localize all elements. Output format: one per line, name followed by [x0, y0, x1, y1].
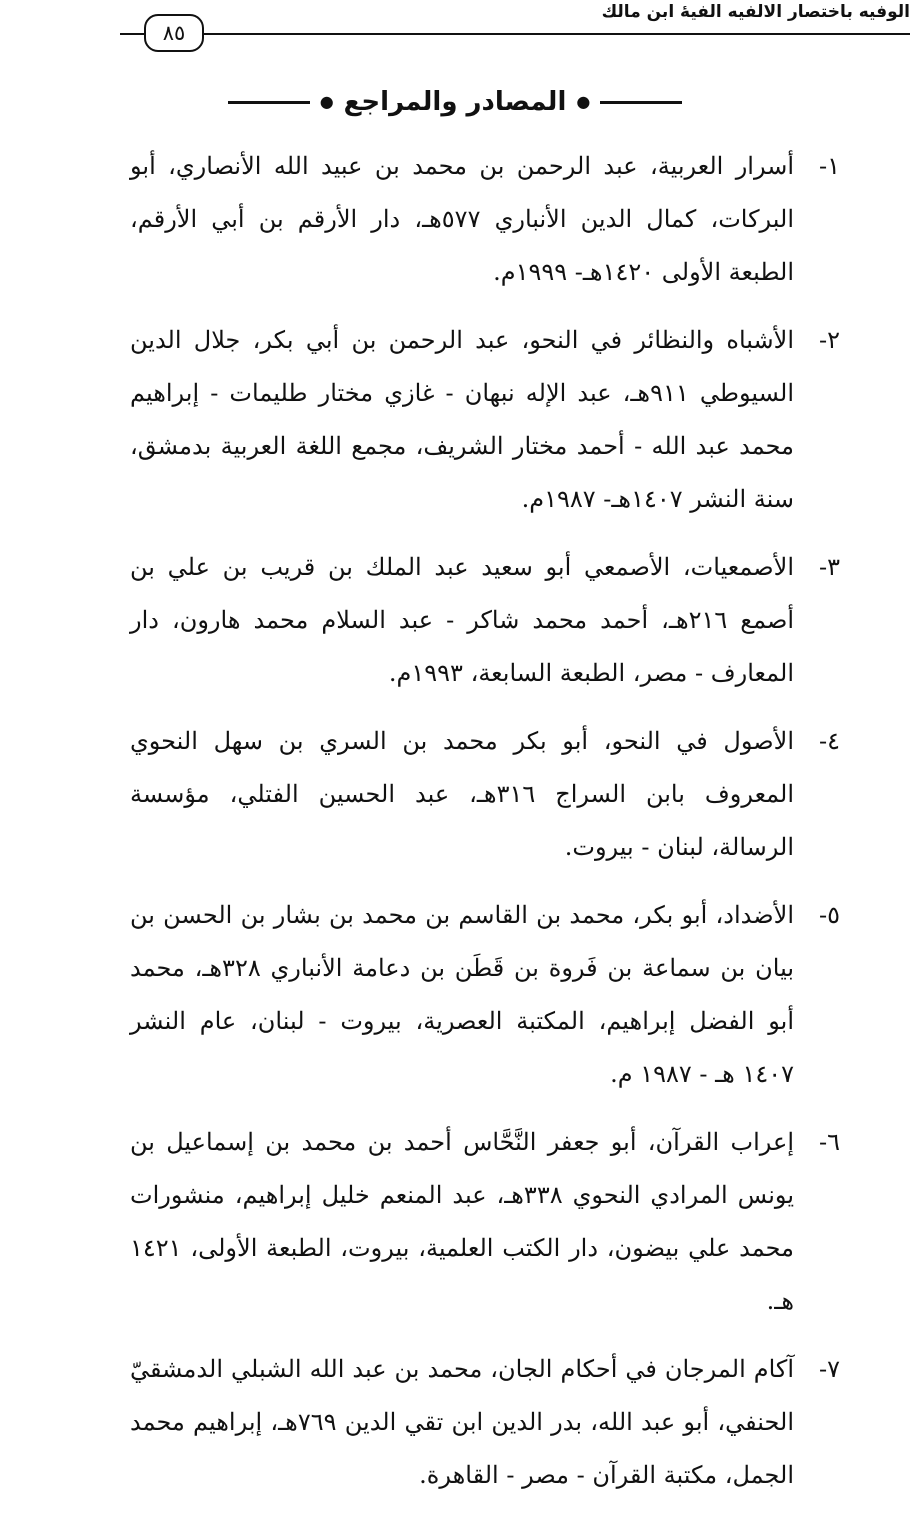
reference-text: أسرار العربية، عبد الرحمن بن محمد بن عبيد الله الأنصاري، أبو البركات، كمال الدين الأنباري ٥٧٧هـ، دار الأرقم بن أبي الأرقم، الطبعة الأولى ١٤٢٠هـ- ١٩٩٩م. — [130, 152, 794, 286]
reference-item — [130, 541, 840, 700]
header-rule-stub — [120, 33, 146, 35]
section-title: المصادر والمراجع — [343, 87, 567, 117]
reference-text: إعراب القرآن، أبو جعفر النَّحَّاس أحمد بن محمد بن إسماعيل بن يونس المرادي النحوي ٣٣٨هـ، عبد المنعم خليل إبراهيم، منشورات محمد علي بيضون، دار الكتب العلمية، بيروت، الطبعة الأولى، ١٤٢١ هـ. — [130, 1128, 794, 1315]
reference-item — [130, 715, 840, 874]
reference-item — [130, 889, 840, 1101]
book-title: الوفيه باختصار الالفيه الفيهٔ ابن مالك — [601, 2, 910, 22]
reference-item — [130, 1116, 840, 1328]
header-rule — [202, 33, 910, 35]
heading-rule-left — [228, 101, 310, 104]
heading-bullet-icon: ● — [319, 92, 334, 111]
page-number: ٨٥ — [144, 14, 204, 52]
reference-number: ٦- — [819, 1128, 840, 1156]
reference-number: ٣- — [819, 553, 840, 581]
reference-list — [130, 140, 840, 1517]
heading-bullet-icon: ● — [576, 92, 591, 111]
reference-item — [130, 1343, 840, 1502]
reference-number: ٧- — [819, 1355, 840, 1383]
heading-rule-right — [600, 101, 682, 104]
reference-number: ١- — [819, 152, 840, 180]
reference-text: الأشباه والنظائر في النحو، عبد الرحمن بن أبي بكر، جلال الدين السيوطي ٩١١هـ، عبد الإله نبهان - غازي مختار طليمات - إبراهيم محمد عبد الله - أحمد مختار الشريف، مجمع اللغة العربية بدمشق، سنة النشر ١٤٠٧هـ- ١٩٨٧م. — [130, 326, 795, 513]
reference-item — [130, 314, 840, 526]
reference-number: ٤- — [819, 727, 840, 755]
section-heading — [0, 82, 910, 122]
reference-number: ٥- — [819, 901, 840, 929]
reference-text: آكام المرجان في أحكام الجان، محمد بن عبد الله الشبلي الدمشقيّ الحنفي، أبو عبد الله، بدر الدين ابن تقي الدين ٧٦٩هـ، إبراهيم محمد الجمل، مكتبة القرآن - مصر - القاهرة. — [130, 1355, 795, 1489]
reference-number: ٢- — [819, 326, 840, 354]
reference-text: الأصمعيات، الأصمعي أبو سعيد عبد الملك بن قريب بن علي بن أصمع ٢١٦هـ، أحمد محمد شاكر - عبد السلام محمد هارون، دار المعارف - مصر، الطبعة السابعة، ١٩٩٣م. — [130, 553, 794, 687]
reference-text: الأصول في النحو، أبو بكر محمد بن السري بن سهل النحوي المعروف بابن السراج ٣١٦هـ، عبد الحسين الفتلي، مؤسسة الرسالة، لبنان - بيروت. — [130, 727, 795, 861]
running-header — [120, 0, 910, 46]
reference-item — [130, 140, 840, 299]
reference-text: الأضداد، أبو بكر، محمد بن القاسم بن محمد بن بشار بن الحسن بن بيان بن سماعة بن فَروة بن قَطَن بن دعامة الأنباري ٣٢٨هـ، محمد أبو الفضل إبراهيم، المكتبة العصرية، بيروت - لبنان، عام النشر ١٤٠٧ هـ - ١٩٨٧ م. — [130, 901, 794, 1088]
